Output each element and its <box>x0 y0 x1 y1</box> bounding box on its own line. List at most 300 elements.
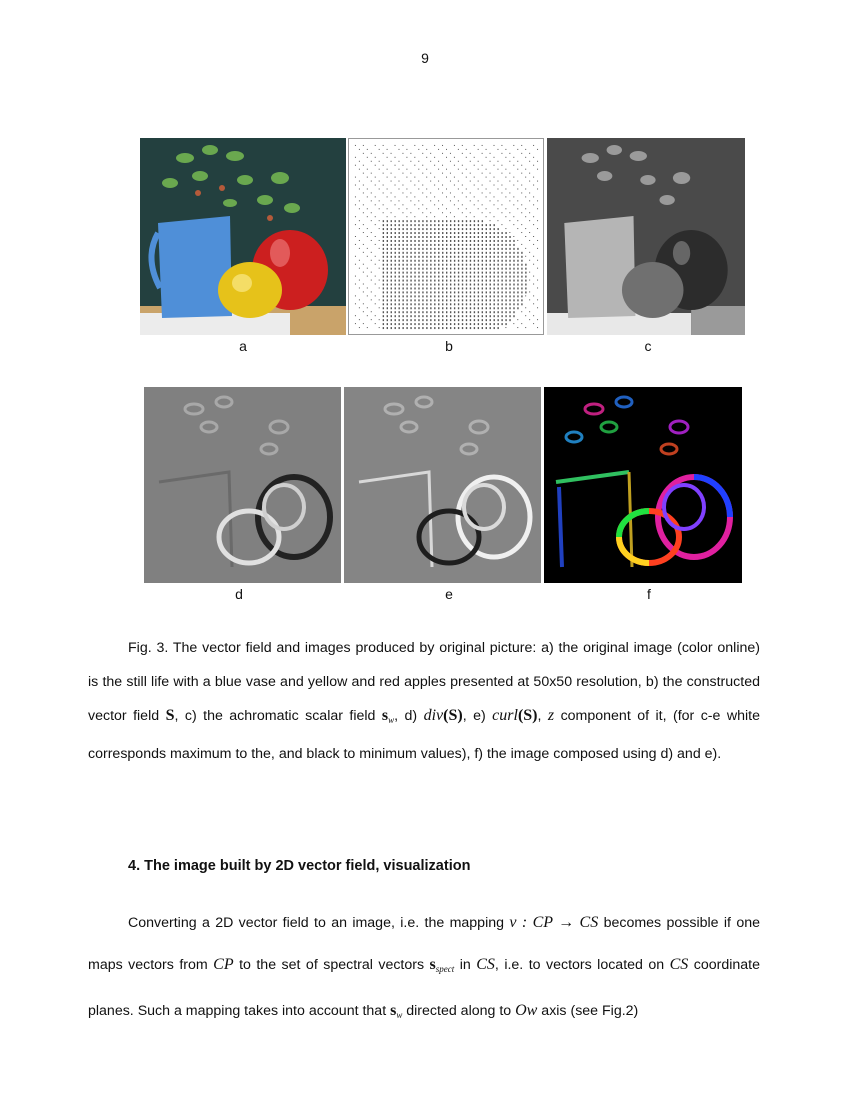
vector-field-mark <box>383 284 384 286</box>
vector-field-mark <box>398 252 399 254</box>
vector-field-mark <box>367 268 368 269</box>
vector-field-mark <box>438 327 439 329</box>
vector-field-mark <box>497 319 498 321</box>
vector-field-mark <box>509 161 510 162</box>
vector-field-mark <box>379 169 380 170</box>
vector-field-mark <box>509 284 510 286</box>
vector-field-mark <box>454 240 455 242</box>
vector-field-mark <box>363 232 364 233</box>
vector-field-mark <box>387 149 388 150</box>
vector-field-mark <box>486 319 487 321</box>
vector-field-mark <box>446 264 447 266</box>
vector-field-mark <box>474 319 475 321</box>
vector-field-mark <box>533 196 534 197</box>
vector-field-mark <box>422 311 423 313</box>
vector-field-mark <box>490 153 491 154</box>
vector-field-mark <box>418 244 419 246</box>
vector-field-mark <box>355 165 356 166</box>
vector-field-mark <box>482 185 483 186</box>
vector-field-mark <box>375 145 376 146</box>
vector-field-mark <box>521 260 522 262</box>
vector-field-mark <box>391 323 392 325</box>
vector-field-mark <box>486 287 487 289</box>
vector-field-mark <box>418 236 419 238</box>
vector-field-mark <box>482 311 483 313</box>
vector-field-mark <box>494 216 495 217</box>
caption-symbol-s: s <box>381 707 389 724</box>
vector-field-mark <box>359 228 360 229</box>
vector-field-mark <box>478 208 479 209</box>
vector-field-mark <box>497 311 498 313</box>
vector-field-mark <box>398 299 399 301</box>
vector-field-mark <box>438 311 439 313</box>
vector-field-mark <box>537 260 538 261</box>
vector-field-mark <box>410 192 411 193</box>
vector-field-mark <box>470 161 471 162</box>
vector-field-mark <box>509 192 510 193</box>
vector-field-mark <box>438 284 439 286</box>
vector-field-mark <box>402 268 403 270</box>
vector-field-mark <box>482 264 483 266</box>
vector-field-mark <box>398 268 399 270</box>
vector-field-mark <box>391 228 392 230</box>
vector-field-mark <box>375 303 376 304</box>
vector-field-mark <box>517 268 518 270</box>
vector-field-mark <box>505 280 506 282</box>
vector-field-mark <box>402 256 403 258</box>
vector-field-mark <box>486 307 487 309</box>
vector-field-mark <box>398 181 399 182</box>
vector-field-mark <box>454 264 455 266</box>
vector-field-mark <box>414 307 415 309</box>
vector-field-mark <box>497 260 498 262</box>
vector-field-mark <box>438 272 439 274</box>
vector-field-mark <box>387 208 388 209</box>
vector-field-mark <box>501 272 502 274</box>
vector-field-mark <box>517 287 518 289</box>
vector-field-mark <box>446 307 447 309</box>
vector-field-mark <box>359 149 360 150</box>
vector-field-mark <box>529 319 530 320</box>
vector-field-mark <box>458 323 459 325</box>
vector-field-mark <box>470 220 471 222</box>
vector-field-mark <box>395 280 396 282</box>
vector-field-mark <box>410 280 411 282</box>
vector-field-mark <box>482 284 483 286</box>
vector-field-mark <box>383 228 384 230</box>
vector-field-mark <box>521 287 522 289</box>
vector-field-mark <box>363 145 364 146</box>
vector-field-mark <box>466 236 467 238</box>
vector-field-mark <box>402 295 403 297</box>
vector-field-mark <box>395 287 396 289</box>
vector-field-mark <box>513 157 514 158</box>
vector-field-mark <box>470 181 471 182</box>
vector-field-mark <box>418 280 419 282</box>
vector-field-mark <box>474 311 475 313</box>
vector-field-mark <box>501 291 502 293</box>
vector-field-mark <box>426 244 427 246</box>
vector-field-mark <box>406 295 407 297</box>
vector-field-mark <box>490 161 491 162</box>
vector-field-mark <box>450 228 451 230</box>
vector-field-mark <box>434 145 435 146</box>
vector-field-mark <box>379 220 380 221</box>
vector-field-mark <box>430 256 431 258</box>
vector-field-mark <box>438 224 439 226</box>
vector-field-mark <box>458 260 459 262</box>
vector-field-mark <box>533 256 534 257</box>
vector-field-mark <box>410 315 411 317</box>
vector-field-mark <box>513 177 514 178</box>
vector-field-mark <box>418 169 419 170</box>
vector-field-mark <box>387 327 388 329</box>
vector-field-mark <box>501 252 502 254</box>
vector-field-mark <box>482 232 483 234</box>
vector-field-mark <box>410 248 411 250</box>
vector-field-mark <box>359 287 360 288</box>
vector-field-mark <box>521 244 522 245</box>
vector-field-mark <box>454 280 455 282</box>
vector-field-mark <box>438 303 439 305</box>
vector-field-mark <box>414 276 415 278</box>
vector-field-mark <box>387 256 388 258</box>
vector-field-mark <box>454 311 455 313</box>
vector-field-mark <box>537 248 538 249</box>
vector-field-mark <box>509 212 510 213</box>
vector-field-mark <box>490 319 491 321</box>
vector-field-mark <box>387 299 388 301</box>
vector-field-mark <box>398 260 399 262</box>
vector-field-mark <box>371 311 372 312</box>
vector-field-mark <box>422 192 423 193</box>
vector-field-mark <box>395 299 396 301</box>
vector-field-mark <box>446 295 447 297</box>
vector-field-mark <box>533 177 534 178</box>
vector-field-mark <box>383 224 384 226</box>
vector-field-mark <box>442 192 443 193</box>
vector-field-mark <box>533 157 534 158</box>
vector-field-mark <box>426 307 427 309</box>
vector-field-mark <box>450 291 451 293</box>
vector-field-mark <box>402 192 403 193</box>
vector-field-mark <box>363 311 364 312</box>
vector-field-mark <box>537 188 538 189</box>
vector-field-mark <box>383 307 384 309</box>
vector-field-mark <box>371 232 372 233</box>
vector-field-mark <box>494 236 495 238</box>
vector-field-mark <box>422 185 423 186</box>
body-text-5: , i.e. to vectors located on <box>494 957 670 973</box>
vector-field-mark <box>383 268 384 270</box>
vector-field-mark <box>482 291 483 293</box>
section-heading: 4. The image built by 2D vector field, visualization <box>128 858 471 874</box>
vector-field-mark <box>422 280 423 282</box>
vector-field-mark <box>367 295 368 296</box>
vector-field-mark <box>482 272 483 274</box>
vector-field-mark <box>474 236 475 238</box>
vector-field-mark <box>395 177 396 178</box>
figure-label-d: d <box>235 586 243 602</box>
vector-field-mark <box>466 319 467 321</box>
vector-field-mark <box>367 228 368 229</box>
vector-field-mark <box>434 307 435 309</box>
vector-field-mark <box>462 311 463 313</box>
vector-field-mark <box>446 248 447 250</box>
vector-field-mark <box>505 307 506 309</box>
vector-field-mark <box>438 307 439 309</box>
caption-text-3: , d) <box>394 708 424 724</box>
vector-field-mark <box>383 295 384 297</box>
vector-field-mark <box>398 208 399 209</box>
vector-field-mark <box>525 264 526 266</box>
vector-field-mark <box>410 323 411 325</box>
vector-field-mark <box>454 232 455 234</box>
vector-field-mark <box>525 256 526 257</box>
vector-field-mark <box>494 240 495 242</box>
vector-field-mark <box>426 216 427 217</box>
vector-field-mark <box>367 196 368 197</box>
vector-field-mark <box>533 145 534 146</box>
vector-field-mark <box>466 327 467 329</box>
vector-field-mark <box>371 319 372 320</box>
vector-field-mark <box>505 232 506 234</box>
vector-field-mark <box>533 165 534 166</box>
vector-field-mark <box>367 256 368 257</box>
vector-field-mark <box>501 256 502 258</box>
figure-label-c: c <box>644 338 652 354</box>
vector-field-mark <box>454 165 455 166</box>
vector-field-mark <box>537 161 538 162</box>
vector-field-mark <box>383 153 384 154</box>
vector-field-mark <box>383 303 384 305</box>
vector-field-mark <box>525 177 526 178</box>
vector-field-mark <box>462 192 463 193</box>
vector-field-mark <box>438 228 439 230</box>
vector-field-mark <box>418 307 419 309</box>
vector-field-mark <box>395 196 396 197</box>
vector-field-mark <box>454 315 455 317</box>
vector-field-mark <box>391 232 392 234</box>
vector-field-mark <box>402 212 403 213</box>
vector-field-mark <box>462 224 463 226</box>
vector-field-mark <box>442 232 443 234</box>
vector-field-mark <box>426 287 427 289</box>
vector-field-mark <box>418 181 419 182</box>
vector-field-mark <box>414 216 415 217</box>
vector-field-mark <box>450 280 451 282</box>
vector-field-mark <box>391 295 392 297</box>
vector-field-mark <box>529 232 530 233</box>
vector-field-mark <box>434 323 435 325</box>
vector-field-mark <box>383 260 384 262</box>
vector-field-mark <box>470 232 471 234</box>
vector-field-mark <box>406 196 407 197</box>
vector-field-mark <box>454 276 455 278</box>
vector-field-mark <box>387 319 388 321</box>
vector-field-mark <box>466 311 467 313</box>
caption-text-6: component of it, (for c-e white corresponds maximum to the, and black to minimum values), f) the image composed using d) and e). <box>88 708 760 762</box>
vector-field-mark <box>375 244 376 245</box>
vector-field-mark <box>494 204 495 205</box>
vector-field-mark <box>426 284 427 286</box>
vector-field-mark <box>478 276 479 278</box>
vector-field-mark <box>442 240 443 242</box>
vector-field-mark <box>442 260 443 262</box>
vector-field-mark <box>450 311 451 313</box>
vector-field-mark <box>525 284 526 286</box>
vector-field-mark <box>434 299 435 301</box>
vector-field-mark <box>406 280 407 282</box>
vector-field-mark <box>513 311 514 313</box>
vector-field-mark <box>517 299 518 301</box>
vector-field-mark <box>387 224 388 226</box>
vector-field-mark <box>501 236 502 238</box>
vector-field-mark <box>438 264 439 266</box>
vector-field-mark <box>422 272 423 274</box>
vector-field-mark <box>501 264 502 266</box>
vector-field-mark <box>501 212 502 213</box>
vector-field-mark <box>430 295 431 297</box>
vector-field-mark <box>490 173 491 174</box>
vector-field-mark <box>446 319 447 321</box>
vector-field-mark <box>497 268 498 270</box>
vector-field-mark <box>430 307 431 309</box>
vector-field-mark <box>462 276 463 278</box>
vector-field-mark <box>454 157 455 158</box>
vector-field-mark <box>505 216 506 217</box>
vector-field-mark <box>462 268 463 270</box>
vector-field-mark <box>486 208 487 209</box>
vector-field-mark <box>422 232 423 234</box>
vector-field-mark <box>505 196 506 197</box>
vector-field-mark <box>363 303 364 304</box>
vector-field-mark <box>497 208 498 209</box>
vector-field-mark <box>434 165 435 166</box>
vector-field-mark <box>446 208 447 209</box>
vector-field-mark <box>505 287 506 289</box>
vector-field-mark <box>497 228 498 230</box>
vector-field-mark <box>434 185 435 186</box>
vector-field-mark <box>497 236 498 238</box>
vector-field-mark <box>402 327 403 329</box>
vector-field-mark <box>482 145 483 146</box>
vector-field-mark <box>438 188 439 189</box>
vector-field-mark <box>395 327 396 329</box>
vector-field-mark <box>438 252 439 254</box>
vector-field-mark <box>470 248 471 250</box>
vector-field-mark <box>521 268 522 270</box>
vector-field-mark <box>414 220 415 222</box>
vector-field-mark <box>438 323 439 325</box>
vector-field-mark <box>505 319 506 321</box>
vector-field-mark <box>478 200 479 201</box>
caption-div: div <box>423 707 444 724</box>
vector-field-mark <box>426 157 427 158</box>
vector-field-mark <box>513 307 514 309</box>
vector-field-mark <box>454 185 455 186</box>
vector-field-mark <box>418 315 419 317</box>
vector-field-mark <box>387 291 388 293</box>
vector-field-mark <box>501 295 502 297</box>
vector-field-mark <box>525 276 526 278</box>
vector-field-mark <box>426 299 427 301</box>
vector-field-mark <box>482 295 483 297</box>
vector-field-mark <box>505 311 506 313</box>
vector-field-mark <box>442 319 443 321</box>
vector-field-mark <box>398 284 399 286</box>
vector-field-mark <box>418 295 419 297</box>
vector-field-mark <box>371 240 372 241</box>
vector-field-mark <box>422 287 423 289</box>
vector-field-mark <box>379 149 380 150</box>
vector-field-mark <box>501 260 502 262</box>
vector-field-mark <box>474 280 475 282</box>
vector-field-mark <box>450 200 451 201</box>
vector-field-mark <box>402 145 403 146</box>
vector-field-mark <box>513 256 514 258</box>
vector-field-mark <box>367 307 368 308</box>
vector-field-mark <box>395 165 396 166</box>
vector-field-mark <box>521 173 522 174</box>
vector-field-mark <box>391 192 392 193</box>
vector-field-mark <box>422 228 423 230</box>
vector-field-mark <box>414 185 415 186</box>
vector-field-mark <box>509 252 510 254</box>
vector-field-mark <box>418 220 419 222</box>
vector-field-mark <box>395 315 396 317</box>
vector-field-mark <box>438 295 439 297</box>
vector-field-mark <box>458 287 459 289</box>
vector-field-mark <box>434 177 435 178</box>
vector-field-mark <box>359 200 360 201</box>
vector-field-mark <box>434 244 435 246</box>
vector-field-mark <box>442 236 443 238</box>
vector-field-mark <box>505 295 506 297</box>
vector-field-mark <box>478 228 479 230</box>
vector-field-mark <box>414 315 415 317</box>
vector-field-mark <box>529 153 530 154</box>
vector-field-mark <box>406 232 407 234</box>
body-CP: CP <box>213 956 234 973</box>
vector-field-mark <box>525 327 526 328</box>
vector-field-mark <box>513 196 514 197</box>
vector-field-mark <box>509 236 510 238</box>
vector-field-mark <box>422 319 423 321</box>
vector-field-mark <box>398 307 399 309</box>
vector-field-mark <box>391 303 392 305</box>
vector-field-mark <box>391 287 392 289</box>
vector-field-mark <box>387 216 388 217</box>
vector-field-mark <box>517 252 518 254</box>
vector-field-mark <box>478 256 479 258</box>
vector-field-mark <box>363 264 364 265</box>
vector-field-mark <box>379 287 380 288</box>
vector-field-mark <box>517 220 518 221</box>
vector-field-mark <box>422 173 423 174</box>
vector-field-mark <box>375 196 376 197</box>
vector-field-mark <box>517 240 518 241</box>
vector-field-mark <box>426 228 427 230</box>
vector-field-mark <box>462 295 463 297</box>
vector-field-mark <box>426 291 427 293</box>
vector-field-mark <box>513 240 514 242</box>
vector-field-mark <box>367 188 368 189</box>
vector-field-mark <box>450 264 451 266</box>
vector-field-mark <box>525 196 526 197</box>
vector-field-mark <box>537 200 538 201</box>
body-text-4: in <box>454 957 477 973</box>
